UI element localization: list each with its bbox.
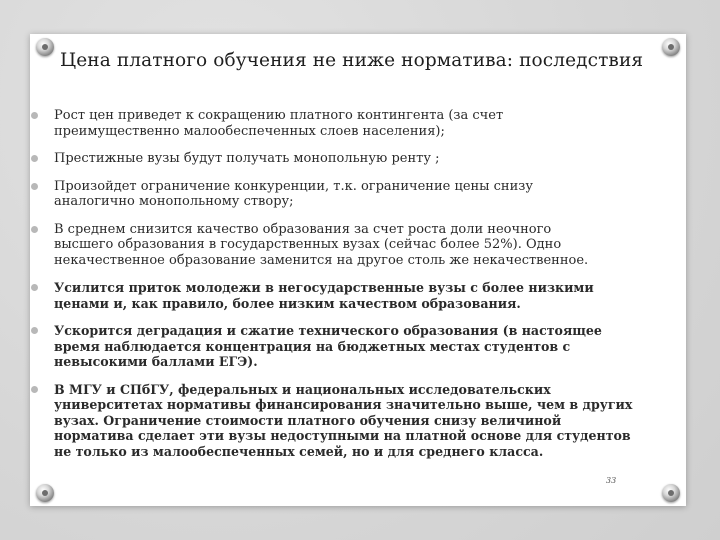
list-item-text: В среднем снизится качество образования за счет роста доли неочного высшего образования в государственных вузах (сейчас более 52%). Одно некачественное образование заменится на другое столь же некачественное. (54, 221, 589, 268)
list-item-text: В МГУ и СПбГУ, федеральных и национальных исследовательских университетах нормативы финансирования значительно выше, чем в других вузах. Ограничение стоимости платного обучения снизу величиной норматива сделает эти вузы недоступными на платной основе для студентов не только из малообеспеченных семей, но и для среднего класса. (54, 381, 633, 459)
pin-icon (36, 484, 54, 502)
bullet-icon (31, 226, 38, 233)
bullet-list (30, 108, 680, 471)
list-item (30, 382, 680, 460)
list-item-text: Усилится приток молодежи в негосударственные вузы с более низкими ценами и, как правило, более низким качеством образования. (54, 280, 594, 311)
pin-icon (662, 484, 680, 502)
list-item (30, 222, 680, 269)
bullet-icon (31, 386, 38, 393)
slide-title: Цена платного обучения не ниже норматива: последствия (60, 50, 644, 71)
list-item (30, 280, 680, 311)
bullet-icon (31, 155, 38, 162)
list-item (30, 151, 680, 167)
list-item (30, 323, 680, 370)
list-item-text: Произойдет ограничение конкуренции, т.к. ограничение цены снизу аналогично монопольному створу; (54, 178, 534, 209)
list-item (30, 179, 680, 210)
bullet-icon (31, 112, 38, 119)
list-item-text: Ускорится деградация и сжатие технического образования (в настоящее время наблюдается концентрация на бюджетных местах студентов с невысокими баллами ЕГЭ). (54, 323, 602, 369)
bullet-icon (31, 327, 38, 334)
page-number: 33 (606, 476, 617, 485)
bullet-icon (31, 183, 38, 190)
list-item-text: Рост цен приведет к сокращению платного контингента (за счет преимущественно малообеспеченных слоев населения); (54, 108, 504, 139)
list-item (30, 108, 680, 139)
pin-icon (36, 38, 54, 56)
list-item-text: Престижные вузы будут получать монопольную ренту ; (54, 151, 440, 166)
bullet-icon (31, 284, 38, 291)
